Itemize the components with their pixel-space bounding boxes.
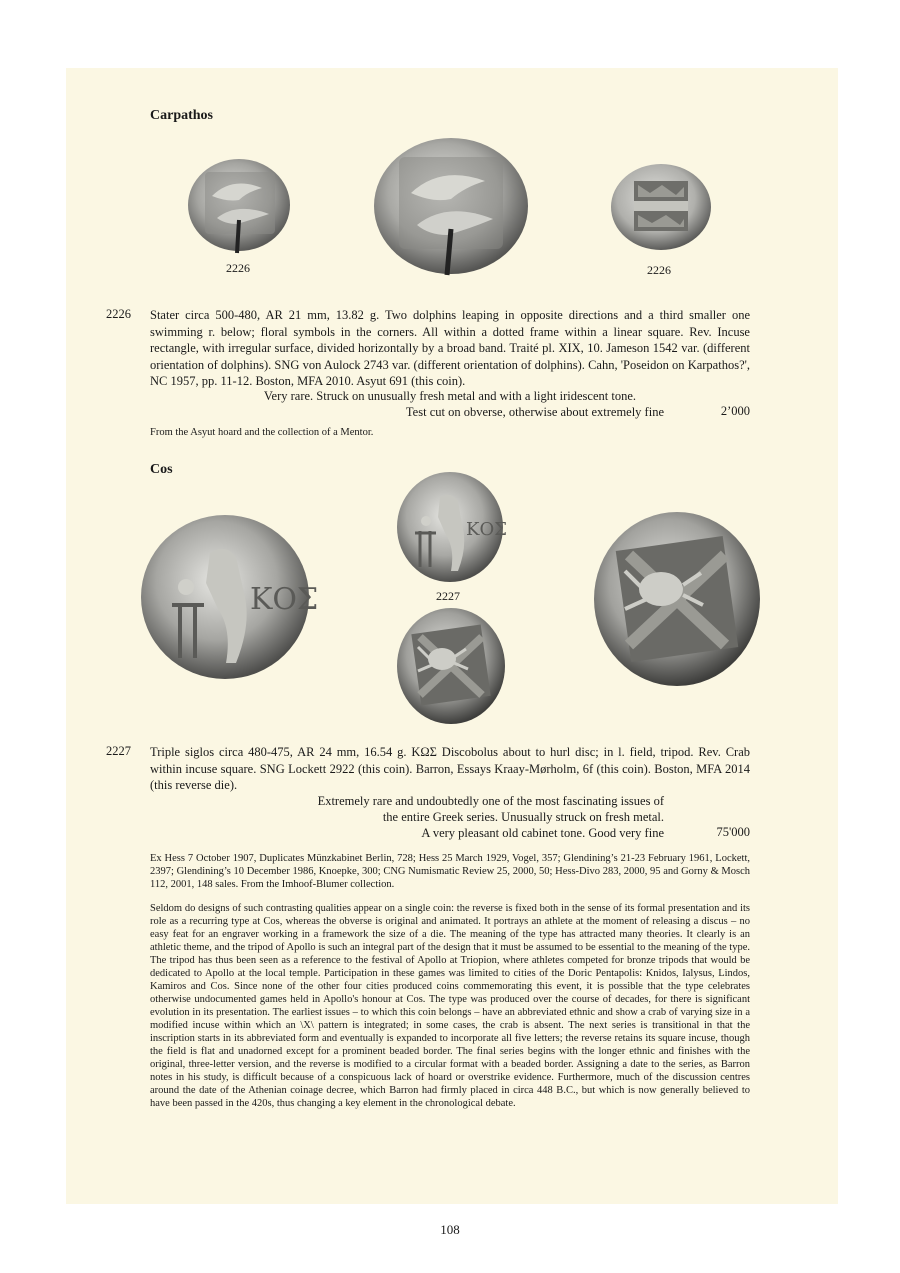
lot-condition-2227-line1: Extremely rare and undoubtedly one of the most fascinating issues of <box>317 794 664 808</box>
section-title-cos: Cos <box>150 462 173 477</box>
lot-condition-2226-line2: Test cut on obverse, otherwise about extremely fine <box>405 405 664 419</box>
coin-2226-obverse-large <box>373 137 529 275</box>
section-title-carpathos: Carpathos <box>150 108 214 123</box>
lot-provenance-2226: From the Asyut hoard and the collection of a Mentor. <box>150 427 374 438</box>
lot-price-2226: 2’000 <box>720 404 750 418</box>
lot-provenance-2227: Ex Hess 7 October 1907, Duplicates Münzkabinet Berlin, 728; Hess 25 March 1929, Vogel, 357; Glendining’s 21-23 February 1961, Lockett, 2397; Glendining’s 10 December 1986, Knoepke, 300; CNG Numismatic Review 25, 2000, 50; Hess-Divo 283, 2000, 95 and Gorny & Mosch 112, 2001, 148 sales. From the Imhoof-Blumer collection. <box>150 853 750 890</box>
coin-2227-obverse-small <box>396 471 507 583</box>
lot-price-2227: 75'000 <box>716 825 750 839</box>
coin-2227-obverse-large <box>140 513 319 680</box>
svg-text:ΚΟΣ: ΚΟΣ <box>250 582 319 617</box>
coin-2226-reverse <box>610 163 713 251</box>
coin-2226-obverse-small <box>187 158 292 253</box>
coin-2227-reverse-small <box>396 607 506 725</box>
page-number: 108 <box>440 1222 460 1237</box>
coin-label-2226-obverse: 2226 <box>226 261 250 275</box>
lot-condition-2227-line3: A very pleasant old cabinet tone. Good very fine <box>421 826 664 840</box>
coin-2227-reverse-large <box>593 511 761 688</box>
lot-condition-2227-line2: the entire Greek series. Unusually struck on fresh metal. <box>382 810 664 824</box>
coin-label-2227: 2227 <box>436 589 460 603</box>
lot-commentary-2227: Seldom do designs of such contrasting qualities appear on a single coin: the reverse is fixed both in the sense of its formal presentation and its role as a recurring type at Cos, whereas the obverse is original and animated. It portrays an athlete at the moment of releasing a discus – no easy feat for an engraver working in a framework the size of a die. The meaning of the type has attracted many theories. It clearly is an athletic theme, and the tripod of Apollo is such an integral part of the design that it must be assumed to be essential to the meaning of the type. The tripod has thus been seen as a reference to the festival of Apollo at Triopion, where athletes competed for bronze tripods that would be dedicated to Apollo at the local temple. Participation in these games was limited to cities of the Doric Pentapolis: Knidos, Ialysus, Lindos, Kamiros and Cos. Since none of the other four cities produced coins commemorating this event, it is possible that the type celebrates otherwise undocumented games held in Apollo's honour at Cos. The type was produced over the course of decades, for there is significant evolution in its presentation. The earliest issues – to which this coin belongs – have an abbreviated ethnic and show a crab of varying size in a modified incuse within which an \X\ pattern is integrated; in some cases, the crab is absent. The next series is transitional in that the inscription starts in its abbreviated form and eventually is expanded to incorporate all five letters; the reverse retains its square incuse, though the field is flat and unadorned except for a prominent beaded border. The final series begins with the longer ethnic and finishes with the original, three-letter version, and the reverse is modified to a circular format with a beaded border. Assigning a date to the series, as Barron notes in his study, is difficult because of a conspicuous lack of hoard or overstrike evidence. Furthermore, much of the discussion centres around the date of the Athenian coinage decree, which Barron had firmly placed in circa 448 B.C., but which is now generally believed to have been passed in the 420s, thus changing a key element in the chronological debate. <box>150 903 750 1109</box>
coin-label-2226-reverse: 2226 <box>647 263 671 277</box>
lot-number-2226: 2226 <box>106 307 131 321</box>
svg-text:ΚΟΣ: ΚΟΣ <box>466 519 507 540</box>
lot-condition-2226-line1: Very rare. Struck on unusually fresh metal and with a light iridescent tone. <box>263 389 636 403</box>
lot-number-2227: 2227 <box>106 744 131 758</box>
lot-description-2227: Triple siglos circa 480-475, AR 24 mm, 16.54 g. ΚΩΣ Discobolus about to hurl disc; in l. field, tripod. Rev. Crab within incuse square. SNG Lockett 2922 (this coin). Barron, Essays Kraay-Mørholm, 6f (this coin). Boston, MFA 2014 (this reverse die). <box>150 745 750 792</box>
lot-description-2226: Stater circa 500-480, AR 21 mm, 13.82 g. Two dolphins leaping in opposite directions and a third smaller one swimming r. below; floral symbols in the corners. All within a dotted frame within a linear square. Rev. Incuse rectangle, with irregular surface, divided horizontally by a broad band. Traité pl. XIX, 10. Jameson 1542 var. (different orientation of dolphins). SNG von Aulock 2743 var. (different orientation of dolphins). Cahn, 'Poseidon on Karpathos?', NC 1957, pp. 11-12. Boston, MFA 2010. Asyut 691 (this coin). <box>150 308 750 388</box>
